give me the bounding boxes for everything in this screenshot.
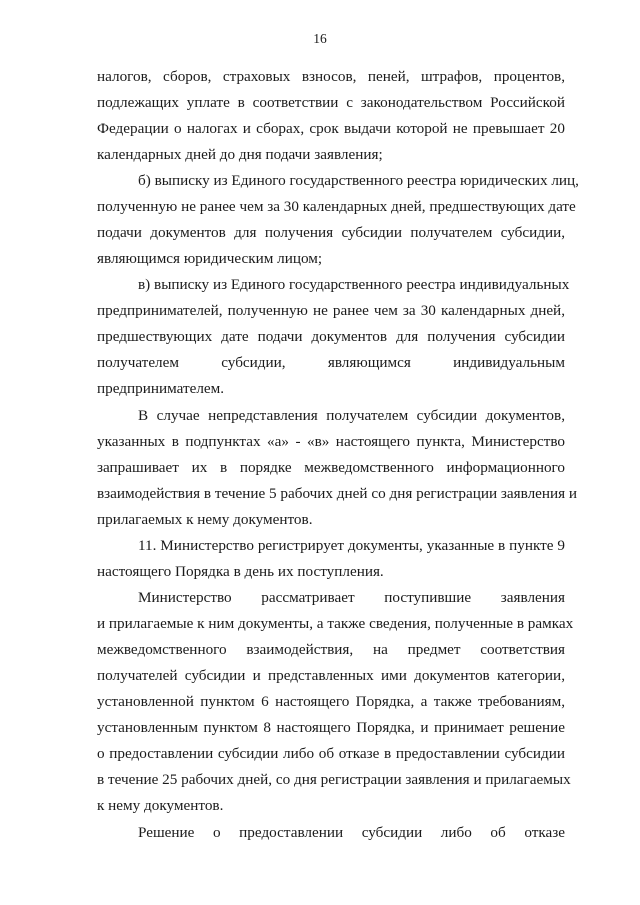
page-number: 16 [313, 31, 327, 46]
text-line: Федерации о налогах и сборах, срок выдачи которой не превышает 20 [97, 120, 565, 137]
text-line: являющимся юридическим лицом; [97, 250, 323, 267]
text-line: межведомственного взаимодействия, на предмет соответствия [97, 641, 565, 658]
text-line: полученную не ранее чем за 30 календарных дней, предшествующих дате [97, 198, 576, 215]
text-line: и прилагаемые к ним документы, а также сведения, полученные в рамках [97, 615, 574, 632]
text-line: календарных дней до дня подачи заявления; [97, 146, 383, 163]
text-line: получателей субсидии и представленных ими документов категории, [97, 667, 565, 684]
text-line: подачи документов для получения субсидии получателем субсидии, [97, 224, 565, 241]
text-line: запрашивает их в порядке межведомственного информационного [97, 459, 565, 476]
text-line: установленной пунктом 6 настоящего Порядка, а также требованиям, [97, 693, 565, 710]
text-line: б) выписку из Единого государственного реестра юридических лиц, [138, 172, 579, 189]
text-line: указанных в подпунктах «а» - «в» настоящего пункта, Министерство [97, 433, 565, 450]
text-line: в течение 25 рабочих дней, со дня регистрации заявления и прилагаемых [97, 771, 571, 788]
text-line: получателем субсидии, являющимся индивидуальным [97, 354, 565, 371]
text-line: установленным пунктом 8 настоящего Порядка, и принимает решение [97, 719, 565, 736]
text-line: прилагаемых к нему документов. [97, 511, 313, 528]
text-line: предшествующих дате подачи документов для получения субсидии [97, 328, 565, 345]
text-line: Министерство рассматривает поступившие заявления [138, 589, 565, 606]
text-line: предпринимателем. [97, 380, 225, 397]
text-line: подлежащих уплате в соответствии с законодательством Российской [97, 94, 565, 111]
text-line: о предоставлении субсидии либо об отказе в предоставлении субсидии [97, 745, 565, 762]
text-line: к нему документов. [97, 797, 224, 814]
text-line: предпринимателей, полученную не ранее чем за 30 календарных дней, [97, 302, 565, 319]
text-line: настоящего Порядка в день их поступления. [97, 563, 384, 580]
text-line: взаимодействия в течение 5 рабочих дней со дня регистрации заявления и [97, 485, 578, 502]
text-line: 11. Министерство регистрирует документы, указанные в пункте 9 [138, 537, 565, 554]
text-line: налогов, сборов, страховых взносов, пеней, штрафов, процентов, [97, 68, 565, 85]
text-line: В случае непредставления получателем субсидии документов, [138, 407, 565, 424]
text-line: Решение о предоставлении субсидии либо об отказе [138, 824, 565, 841]
text-line: в) выписку из Единого государственного реестра индивидуальных [138, 276, 570, 293]
